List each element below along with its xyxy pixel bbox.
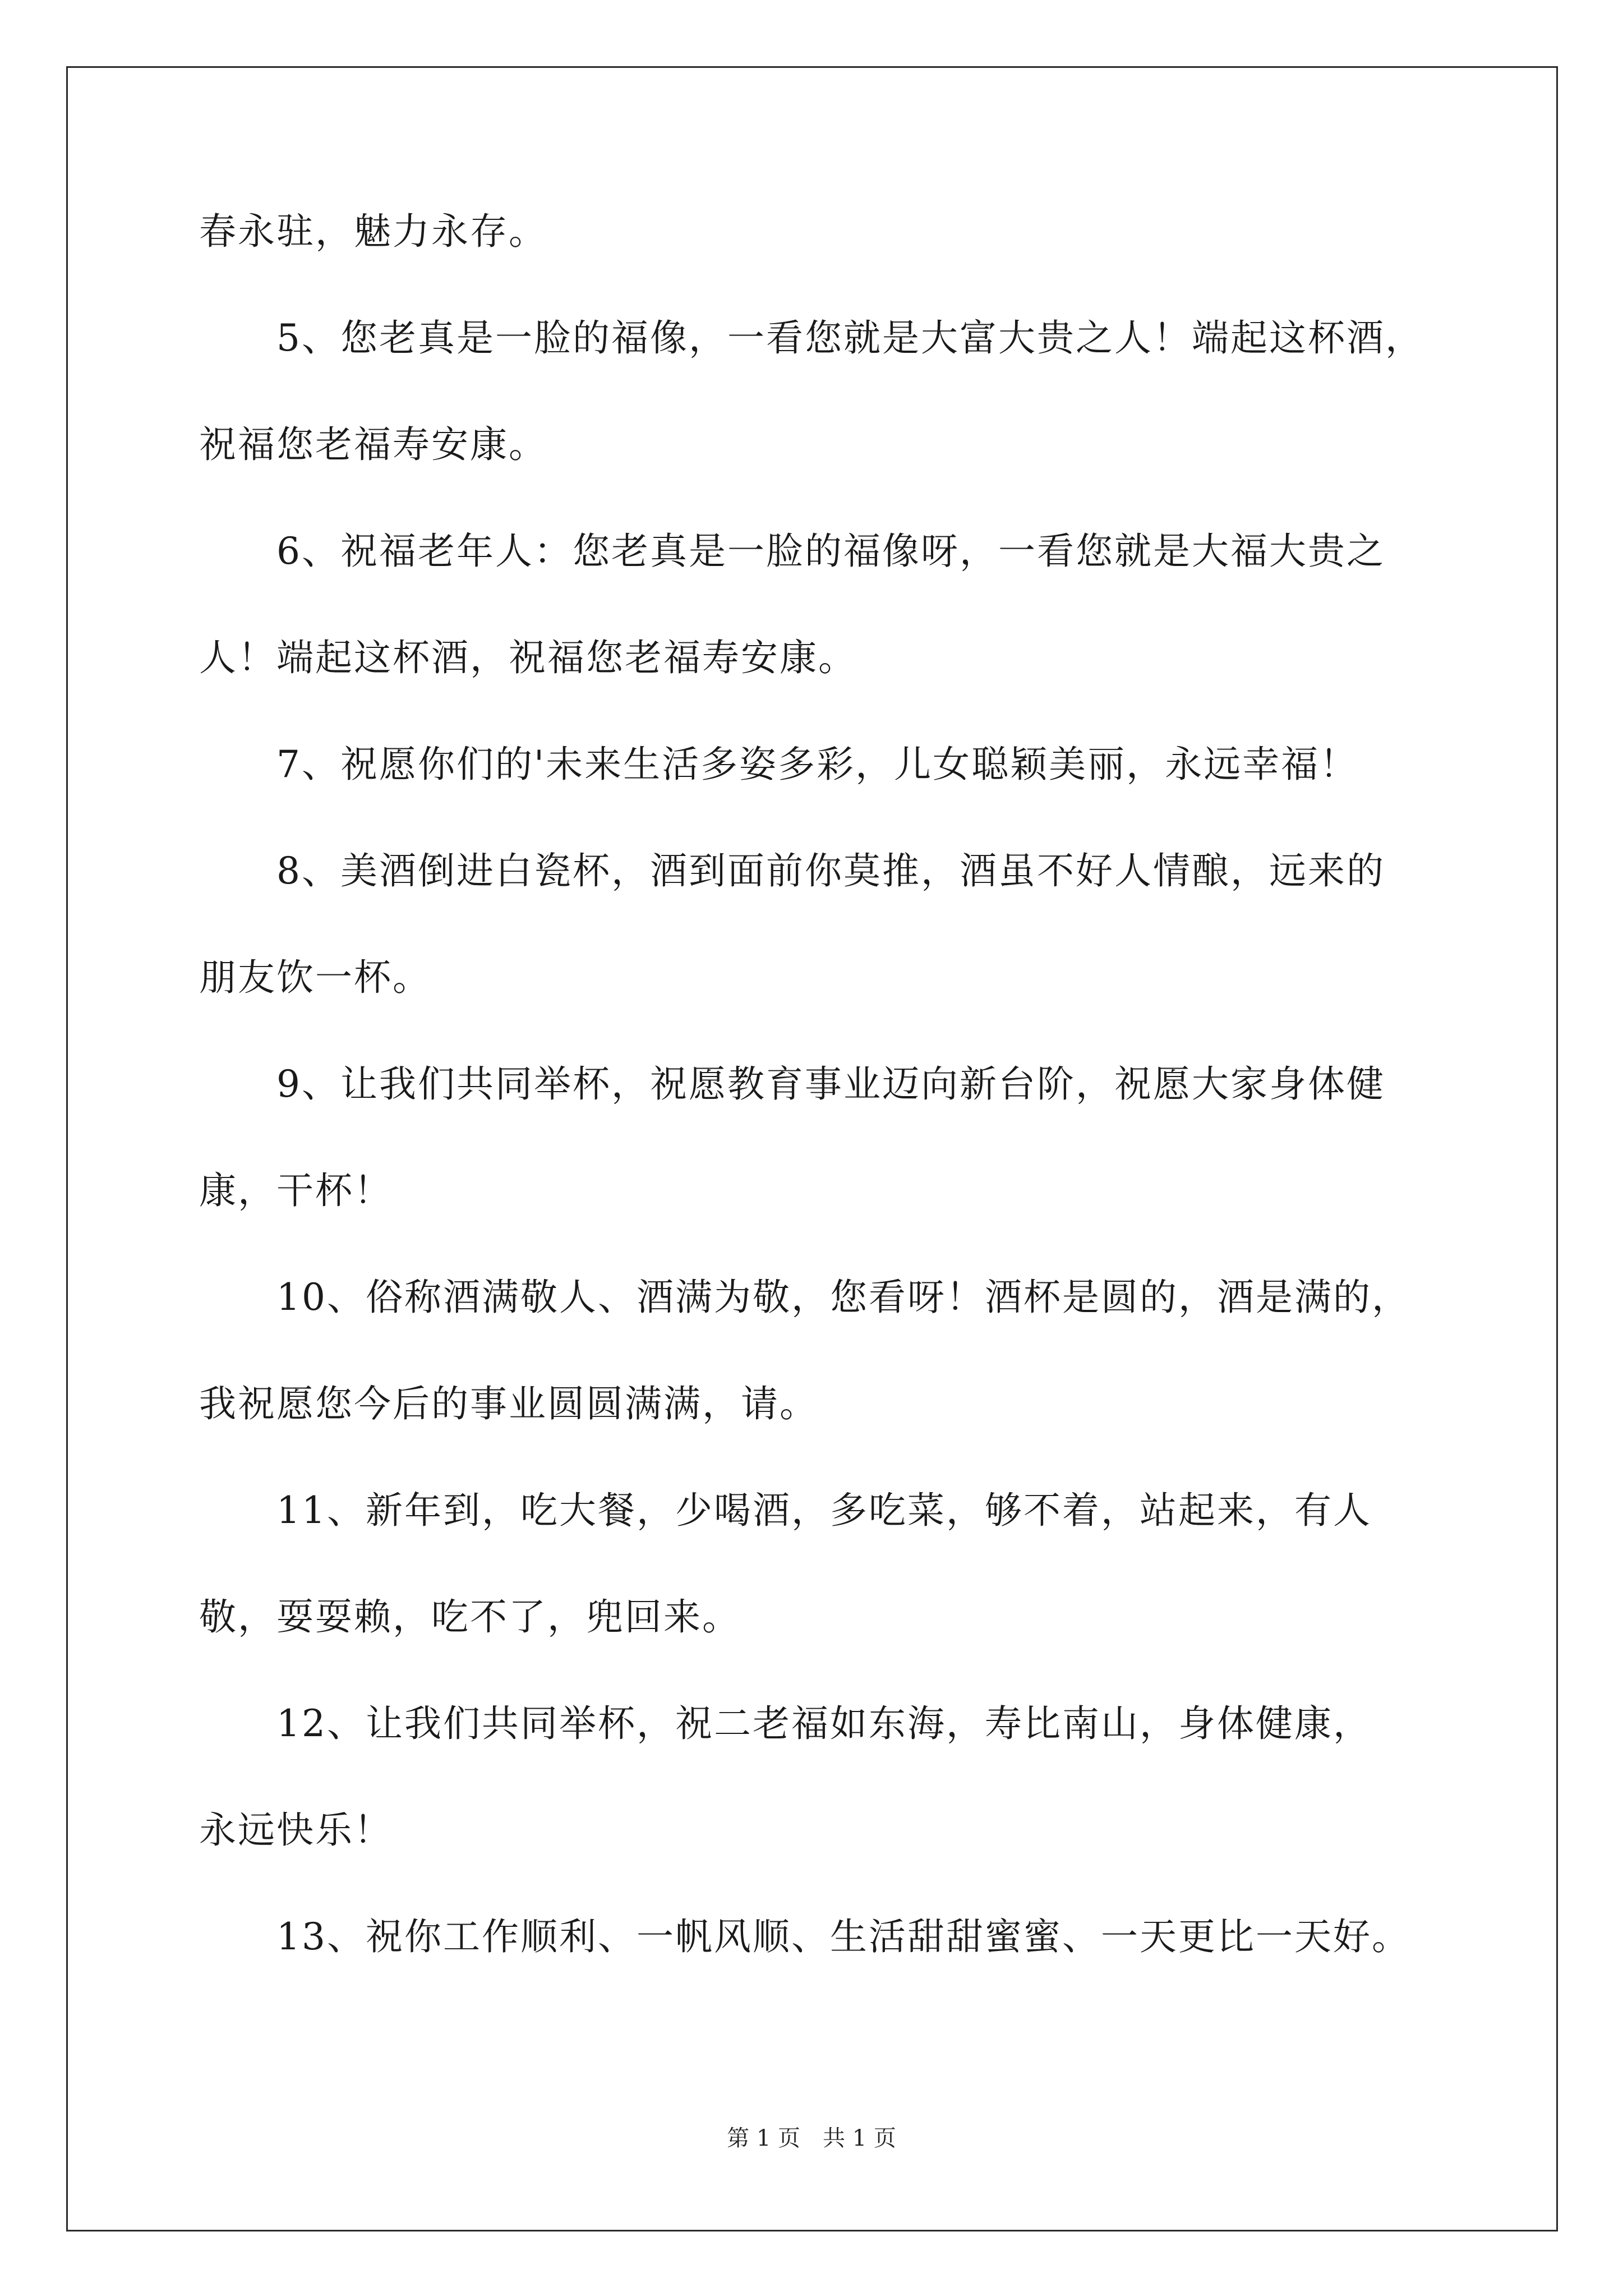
text-line: 敬，耍耍赖，吃不了，兜回来。 — [199, 1595, 741, 1639]
text-line: 13、祝你工作顺利、一帆风顺、生活甜甜蜜蜜、一天更比一天好。 — [199, 1915, 1410, 1958]
page-border — [66, 66, 1558, 2231]
text-line: 我祝愿您今后的事业圆圆满满，请。 — [199, 1382, 818, 1425]
text-line: 人！端起这杯酒，祝福您老福寿安康。 — [199, 636, 857, 679]
page-number-footer: 第 1 页 共 1 页 — [727, 2125, 896, 2151]
text-line: 祝福您老福寿安康。 — [199, 423, 547, 466]
text-line: 朋友饮一杯。 — [199, 956, 431, 999]
text-line: 康，干杯！ — [199, 1169, 393, 1212]
text-line: 7、祝愿你们的'未来生活多姿多彩，儿女聪颖美丽，永远幸福！ — [199, 743, 1359, 786]
text-line: 春永驻，魅力永存。 — [199, 210, 547, 253]
text-line: 8、美酒倒进白瓷杯，酒到面前你莫推，酒虽不好人情酿，远来的 — [199, 849, 1385, 892]
text-line: 9、让我们共同举杯，祝愿教育事业迈向新台阶，祝愿大家身体健 — [199, 1062, 1385, 1106]
text-line: 10、俗称酒满敬人、酒满为敬，您看呀！酒杯是圆的，酒是满的， — [199, 1276, 1410, 1319]
text-line: 12、让我们共同举杯，祝二老福如东海，寿比南山，身体健康， — [199, 1702, 1372, 1745]
text-line: 11、新年到，吃大餐，少喝酒，多吃菜，够不着，站起来，有人 — [199, 1489, 1372, 1532]
text-line: 5、您老真是一脸的福像，一看您就是大富大贵之人！端起这杯酒， — [199, 316, 1424, 360]
text-line: 6、祝福老年人：您老真是一脸的福像呀，一看您就是大福大贵之 — [199, 530, 1385, 573]
text-line: 永远快乐！ — [199, 1809, 393, 1852]
